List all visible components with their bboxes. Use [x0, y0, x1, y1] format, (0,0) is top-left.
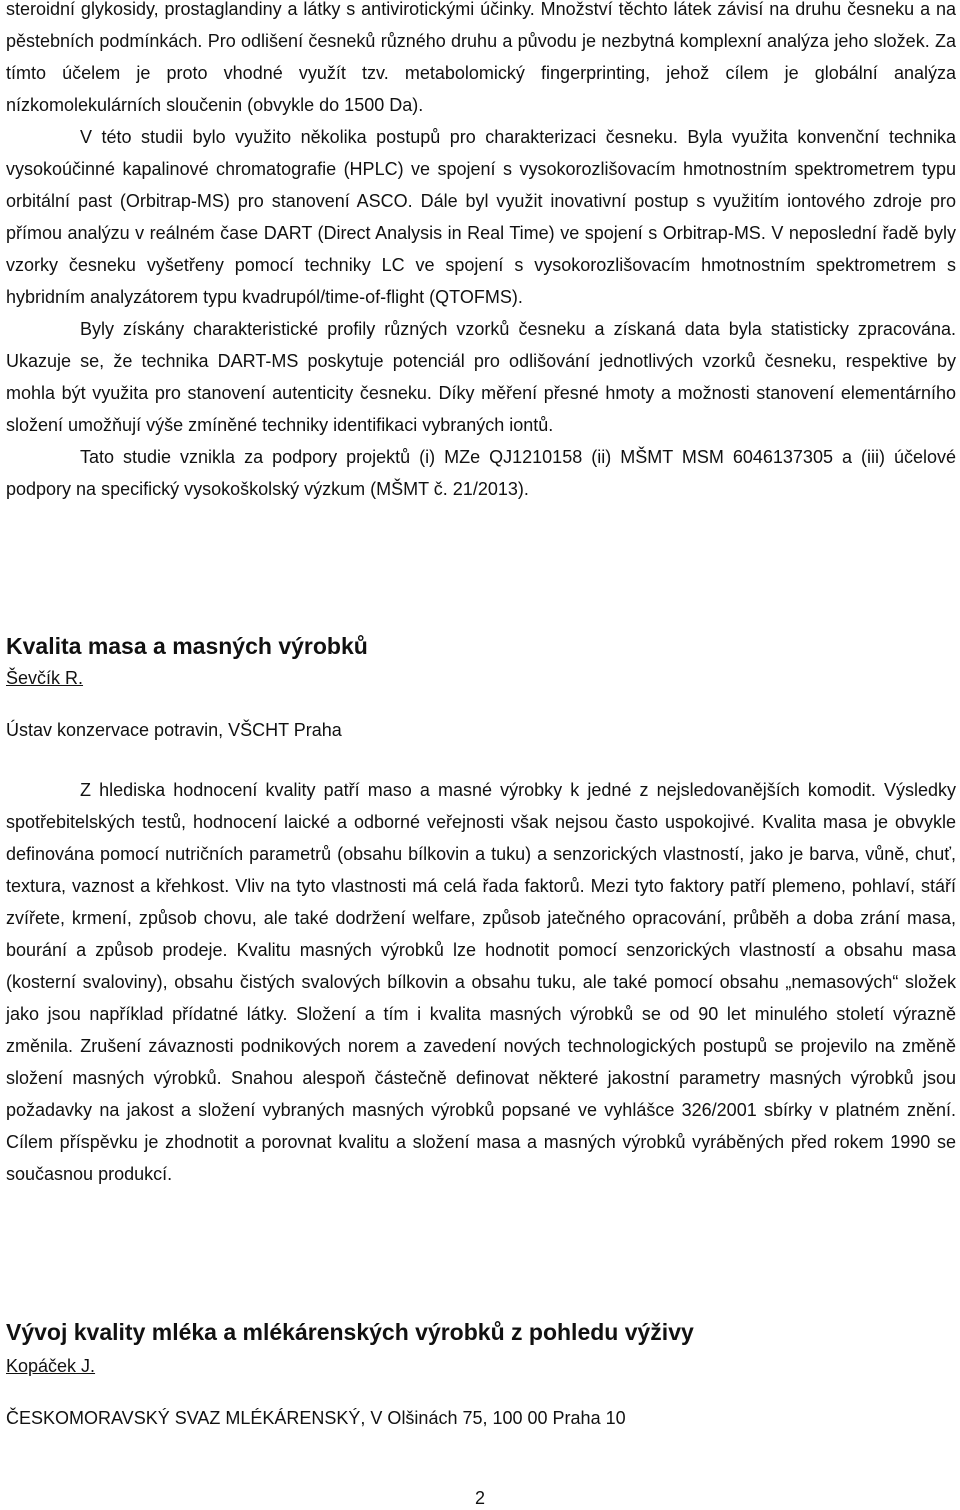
- abstract-paragraph: Byly získány charakteristické profily různých vzorků česneku a získaná data byla statisticky zpracována. Ukazuje se, že technika DART-MS poskytuje potenciál pro odlišování jednotlivých vzorků česneku, respektive by mohla být využita pro stanovení autenticity česneku. Díky měření přesné hmoty a možnosti stanovení elementárního složení umožňují výše zmíněné techniky identifikaci vybraných iontů.: [6, 319, 956, 435]
- abstract-title: Vývoj kvality mléka a mlékárenských výrobků z pohledu výživy: [6, 1319, 694, 1345]
- abstract-paragraph: steroidní glykosidy, prostaglandiny a látky s antivirotickými účinky. Množství těchto látek závisí na druhu česneku a na pěstebních podmínkách. Pro odlišení česneků různého druhu a původu je nezbytná komplexní analýza jeho složek. Za tímto účelem je proto vhodné využít tzv. metabolomický fingerprinting, jehož cílem je globální analýza nízkomolekulárních sloučenin (obvykle do 1500 Da).: [6, 0, 956, 115]
- abstract-meat-quality: [6, 632, 956, 1190]
- author-name: Kopáček J.: [6, 1356, 96, 1376]
- abstract-continuation: [6, 0, 956, 505]
- abstract-milk-quality: [6, 1318, 956, 1432]
- author-name: Ševčík R.: [6, 668, 84, 688]
- abstract-title: Kvalita masa a masných výrobků: [6, 633, 368, 659]
- author-affiliation: ČESKOMORAVSKÝ SVAZ MLÉKÁRENSKÝ, V Olšinách 75, 100 00 Praha 10: [6, 1408, 626, 1428]
- page-number: 2: [474, 1488, 485, 1508]
- author-affiliation: Ústav konzervace potravin, VŠCHT Praha: [6, 720, 342, 740]
- funding-paragraph: Tato studie vznikla za podpory projektů (i) MZe QJ1210158 (ii) MŠMT MSM 6046137305 a (iii) účelové podpory na specifický vysokoškolský výzkum (MŠMT č. 21/2013).: [6, 447, 956, 499]
- abstract-paragraph: V této studii bylo využito několika postupů pro charakterizaci česneku. Byla využita konvenční technika vysokoúčinné kapalinové chromatografie (HPLC) ve spojení s vysokorozlišovacím hmotnostním spektrometrem typu orbitální past (Orbitrap-MS) pro stanovení ASCO. Dále byl využit inovativní postup s využitím iontového zdroje pro přímou analýzu v reálném čase DART (Direct Analysis in Real Time) ve spojení s Orbitrap-MS. V neposlední řadě byly vzorky česneku vyšetřeny pomocí techniky LC ve spojení s vysokorozlišovacím hmotnostním spektrometrem s hybridním analyzátorem typu kvadrupól/time-of-flight (QTOFMS).: [6, 127, 956, 307]
- abstract-body: Z hlediska hodnocení kvality patří maso a masné výrobky k jedné z nejsledovanějších komodit. Výsledky spotřebitelských testů, hodnocení laické a odborné veřejnosti však nejsou často uspokojivé. Kvalita masa je obvykle definována pomocí nutričních parametrů (obsahu bílkovin a tuku) a senzorických vlastností, jako je barva, vůně, chuť, textura, vaznost a křehkost. Vliv na tyto vlastnosti má celá řada faktorů. Mezi tyto faktory patří plemeno, pohlaví, stáří zvířete, krmení, způsob chovu, ale také dodržení welfare, způsob jatečného opracování, průběh a doba zrání masa, bourání a způsob prodeje. Kvalitu masných výrobků lze hodnotit pomocí senzorických vlastností a obsahu masa (kosterní svaloviny), obsahu čistých svalových bílkovin a obsahu tuku, ale také pomocí obsahu „nemasových“ složek jako jsou například přídatné látky. Složení a tím i kvalita masných výrobků se od 90 let minulého století výrazně změnila. Zrušení závaznosti podnikových norem a zavedení nových technologických postupů se projevilo na změně složení masných výrobků. Snahou alespoň částečně definovat některé jakostní parametry masných výrobků jsou požadavky na jakost a složení vybraných masných výrobků popsané ve vyhlášce 326/2001 sbírky v platném znění. Cílem příspěvku je zhodnotit a porovnat kvalitu a složení masa a masných výrobků vyráběných před rokem 1990 se současnou produkcí.: [6, 780, 956, 1184]
